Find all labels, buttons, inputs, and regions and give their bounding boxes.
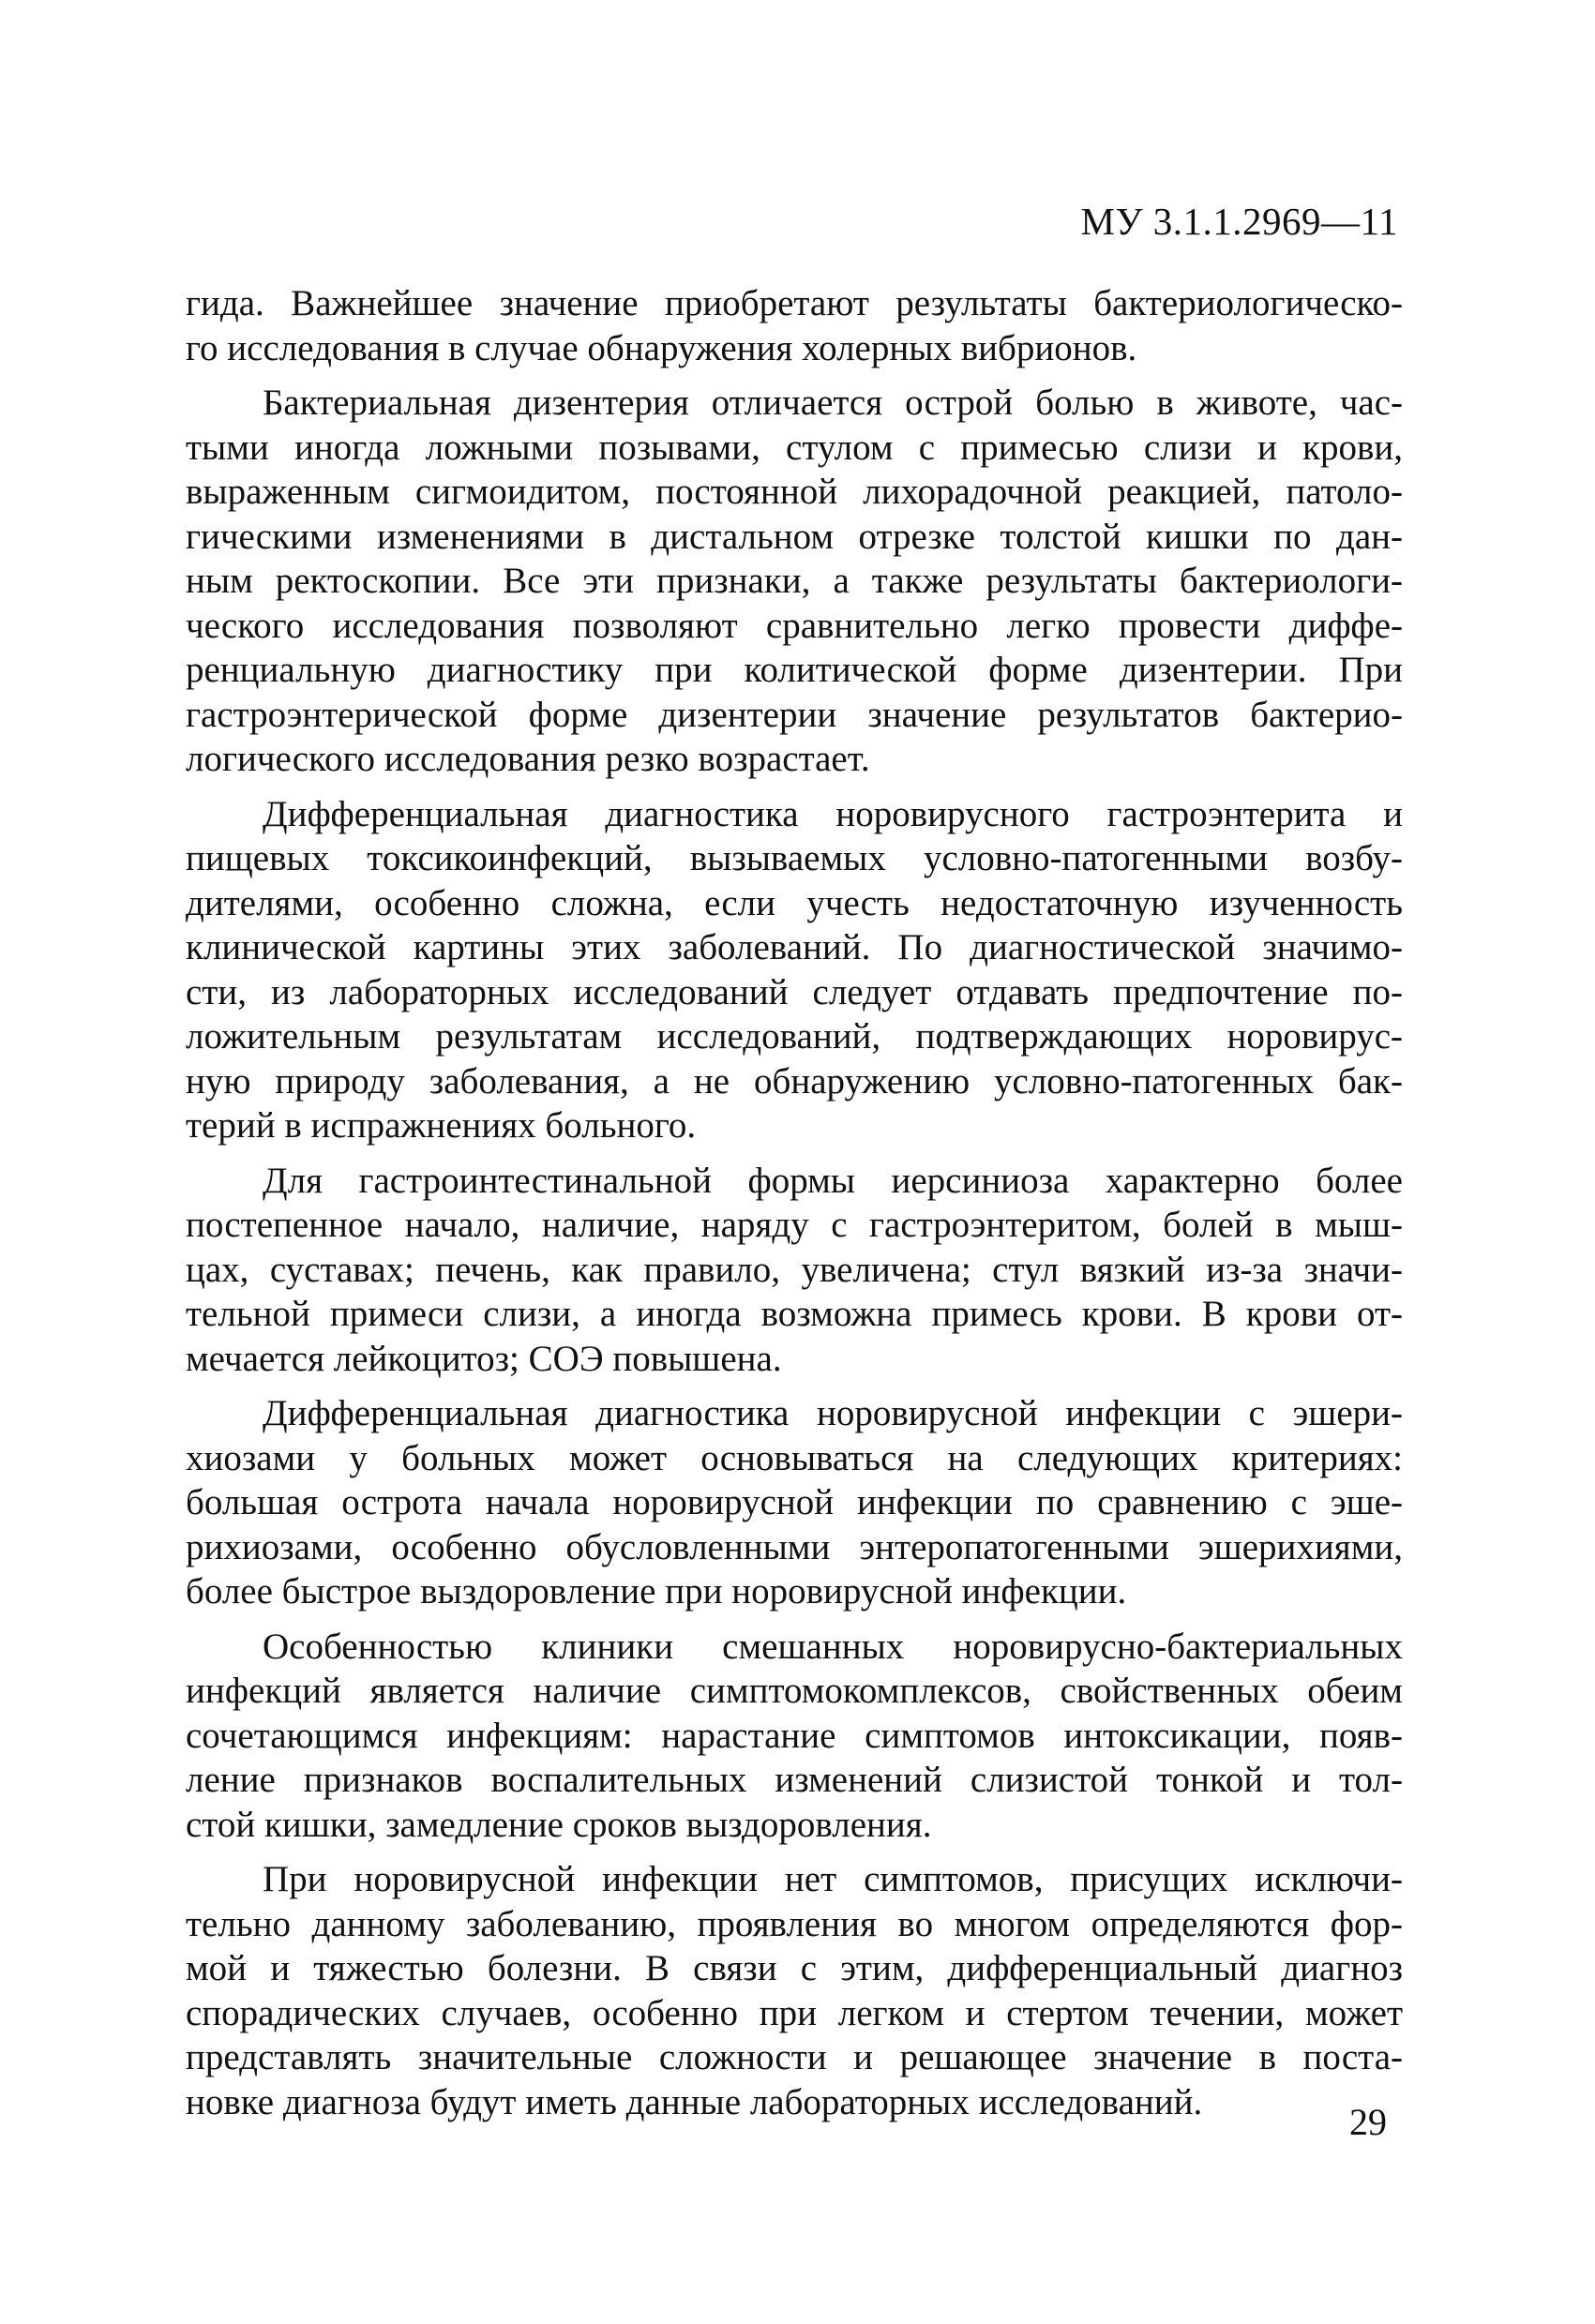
- text-line: мой и тяжестью болезни. В связи с этим, дифференциальный диагноз: [186, 1948, 1403, 1988]
- text-line: инфекций является наличие симптомокомплексов, свойственных обеим: [186, 1671, 1403, 1711]
- text-line: рихиозами, особенно обусловленными энтеропатогенными эшерихиями,: [186, 1526, 1403, 1567]
- page-number: 29: [1349, 2101, 1387, 2143]
- text-line: клинической картины этих заболеваний. По диагностической значимо-: [186, 927, 1403, 967]
- text-line: выраженным сигмоидитом, постоянной лихорадочной реакцией, патоло-: [186, 472, 1403, 512]
- text-line: более быстрое выздоровление при норовирусной инфекции.: [186, 1571, 1127, 1612]
- text-line: ным ректоскопии. Все эти признаки, а также результаты бактериологи-: [186, 561, 1403, 601]
- text-line: логического исследования резко возрастает.: [186, 739, 870, 779]
- text-line: мечается лейкоцитоз; СОЭ повышена.: [186, 1338, 782, 1379]
- paragraph: [186, 1159, 1403, 1382]
- text-line: Дифференциальная диагностика норовирусного гастроэнтерита и: [263, 793, 1403, 834]
- text-line: Дифференциальная диагностика норовирусной инфекции с эшери-: [263, 1393, 1403, 1433]
- text-line: Бактериальная дизентерия отличается острой болью в животе, час-: [263, 382, 1403, 423]
- text-line: ложительным результатам исследований, подтверждающих норовирус-: [186, 1016, 1403, 1057]
- paragraph: [186, 1625, 1403, 1848]
- text-line: постепенное начало, наличие, наряду с гастроэнтеритом, болей в мыш-: [186, 1205, 1403, 1245]
- paragraph: [186, 1857, 1403, 2124]
- text-line: представлять значительные сложности и решающее значение в поста-: [186, 2037, 1403, 2077]
- text-line: новке диагноза будут иметь данные лабораторных исследований.: [186, 2081, 1203, 2122]
- text-line: гида. Важнейшее значение приобретают результаты бактериологическо-: [186, 283, 1403, 323]
- text-line: хиозами у больных может основываться на следующих критериях:: [186, 1437, 1403, 1478]
- text-line: цах, суставах; печень, как правило, увеличена; стул вязкий из-за значи-: [186, 1249, 1403, 1290]
- text-line: стой кишки, замедление сроков выздоровления.: [186, 1804, 932, 1845]
- text-line: гическими изменениями в дистальном отрезке толстой кишки по дан-: [186, 516, 1403, 557]
- text-line: дителями, особенно сложна, если учесть недостаточную изученность: [186, 882, 1403, 923]
- text-line: сти, из лабораторных исследований следует отдавать предпочтение по-: [186, 971, 1403, 1012]
- text-line: тельно данному заболеванию, проявления во многом определяются фор-: [186, 1903, 1403, 1944]
- text-line: большая острота начала норовирусной инфекции по сравнению с эше-: [186, 1482, 1403, 1522]
- text-line: При норовирусной инфекции нет симптомов, присущих исключи-: [263, 1859, 1403, 1899]
- paragraph: [186, 1391, 1403, 1614]
- text-line: ренциальную диагностику при колитической форме дизентерии. При: [186, 650, 1403, 690]
- text-line: тыми иногда ложными позывами, стулом с примесью слизи и крови,: [186, 427, 1403, 468]
- paragraph: [186, 281, 1403, 370]
- text-line: Для гастроинтестинальной формы иерсиниоза характерно более: [263, 1160, 1403, 1201]
- text-line: Особенностью клиники смешанных норовирусно-бактериальных: [263, 1626, 1403, 1667]
- paragraph: [186, 381, 1403, 782]
- text-line: терий в испражнениях больного.: [186, 1105, 697, 1146]
- text-line: го исследования в случае обнаружения холерных вибрионов.: [186, 327, 1137, 368]
- text-line: спорадических случаев, особенно при легком и стертом течении, может: [186, 1992, 1403, 2033]
- text-line: гастроэнтерической форме дизентерии значение результатов бактерио-: [186, 694, 1403, 735]
- body-text: [186, 281, 1403, 2135]
- text-line: тельной примеси слизи, а иногда возможна примесь крови. В крови от-: [186, 1294, 1403, 1334]
- text-line: ческого исследования позволяют сравнительно легко провести диффе-: [186, 605, 1403, 646]
- paragraph: [186, 792, 1403, 1148]
- text-line: пищевых токсикоинфекций, вызываемых условно-патогенными возбу-: [186, 838, 1403, 878]
- text-line: ную природу заболевания, а не обнаружению условно-патогенных бак-: [186, 1060, 1403, 1102]
- text-line: ление признаков воспалительных изменений слизистой тонкой и тол-: [186, 1760, 1403, 1800]
- document-code-header: МУ 3.1.1.2969—11: [1080, 200, 1398, 243]
- text-line: сочетающимся инфекциям: нарастание симптомов интоксикации, появ-: [186, 1715, 1403, 1756]
